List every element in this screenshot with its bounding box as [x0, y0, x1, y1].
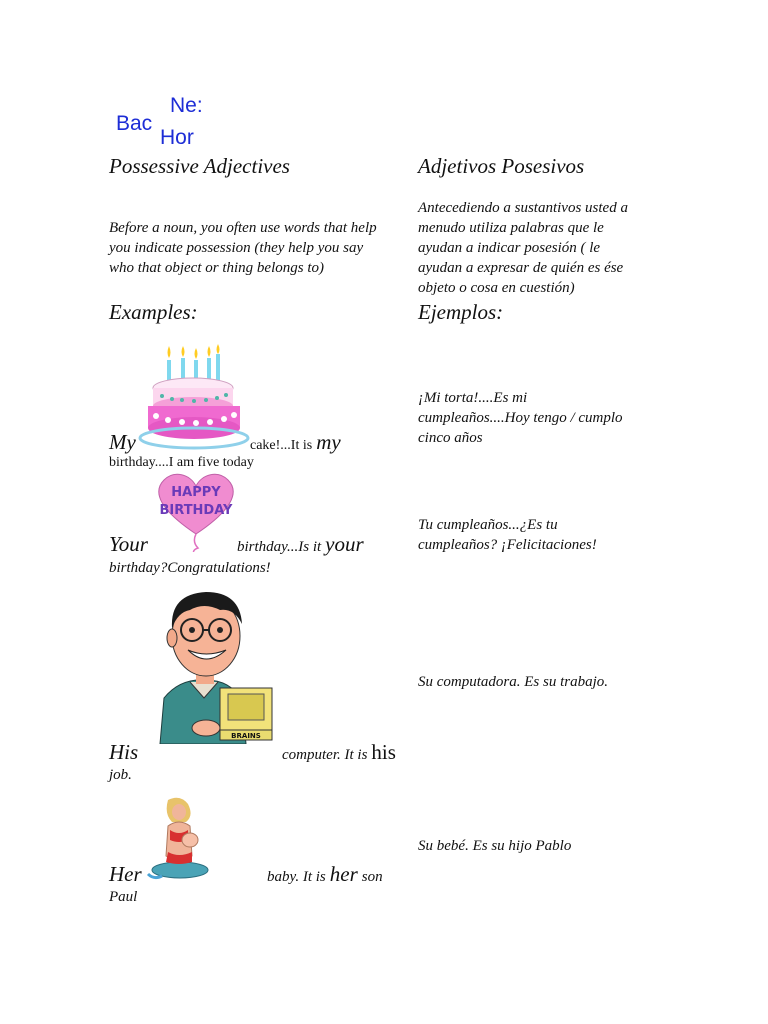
nav-home-button[interactable]: Hor — [160, 126, 194, 149]
example-his-mid: computer. It is — [282, 747, 368, 763]
example-my-spanish-line: cumpleaños....Hoy tengo / cumplo — [418, 410, 623, 426]
mother-with-baby-image — [146, 796, 210, 880]
computer-label-text: BRAINS — [231, 732, 261, 740]
example-her-tail: Paul — [109, 889, 138, 905]
example-your-tail: birthday?Congratulations! — [109, 560, 271, 576]
example-her-mid: baby. It is — [267, 869, 326, 885]
example-your-spanish-line: Tu cumpleaños...¿Es tu — [418, 517, 558, 533]
example-my-lead: My — [109, 430, 136, 454]
example-my-mid: cake!...It is — [250, 438, 313, 453]
example-his-adj: his — [371, 740, 396, 764]
example-your-spanish — [418, 515, 678, 555]
example-her-adj: her — [329, 862, 358, 886]
man-with-computer-image — [150, 588, 276, 744]
example-your-mid-wrap — [237, 532, 364, 557]
intro-spanish-line: menudo utiliza palabras que le — [418, 220, 604, 236]
example-her-mid2: son — [361, 869, 383, 885]
example-her-spanish: Su bebé. Es su hijo Pablo — [418, 838, 572, 854]
intro-english-line: you indicate possession (they help you say — [109, 240, 364, 256]
intro-spanish-line: ayudan a indicar posesión ( le — [418, 240, 601, 256]
examples-heading-spanish: Ejemplos: — [418, 300, 504, 324]
example-my-line — [109, 430, 136, 455]
example-your-lead: Your — [109, 532, 148, 556]
birthday-cake-image — [138, 344, 250, 450]
nav-next-button[interactable]: Ne: — [170, 94, 203, 117]
intro-spanish-line: ayudan a expresar de quién es ése — [418, 260, 624, 276]
example-his-spanish: Su computadora. Es su trabajo. — [418, 674, 609, 690]
intro-spanish-line: objeto o cosa en cuestión) — [418, 280, 575, 296]
example-his-tail: job. — [109, 767, 132, 783]
page-title-english: Possessive Adjectives — [109, 154, 290, 178]
example-my-mid-wrap — [250, 430, 341, 455]
example-your-mid: birthday...Is it — [237, 539, 322, 555]
example-my-spanish-line: cinco años — [418, 430, 483, 446]
example-your-adj: your — [325, 532, 364, 556]
happy-birthday-balloon-image — [150, 470, 242, 552]
example-my-adj: my — [316, 430, 341, 454]
intro-english-line: Before a noun, you often use words that help — [109, 220, 377, 236]
intro-english — [109, 218, 419, 278]
example-his-mid-wrap — [282, 740, 396, 765]
example-your-spanish-line: cumpleaños? ¡Felicitaciones! — [418, 537, 597, 553]
example-my-tail: birthday....I am five today — [109, 455, 254, 470]
page-title-spanish: Adjetivos Posesivos — [418, 154, 585, 178]
example-her-lead: Her — [109, 862, 142, 886]
balloon-text-birthday: BIRTHDAY — [159, 503, 233, 518]
example-my-spanish — [418, 388, 678, 448]
nav-back-button[interactable]: Bac — [116, 112, 153, 135]
examples-heading-english: Examples: — [109, 300, 198, 324]
intro-spanish — [418, 198, 678, 298]
example-my-spanish-line: ¡Mi torta!....Es mi — [418, 390, 528, 406]
example-her-mid-wrap — [267, 862, 383, 887]
intro-spanish-line: Antecediendo a sustantivos usted a — [418, 200, 628, 216]
intro-english-line: who that object or thing belongs to) — [109, 260, 324, 276]
example-his-lead: His — [109, 740, 139, 764]
balloon-text-happy: HAPPY — [171, 485, 221, 500]
